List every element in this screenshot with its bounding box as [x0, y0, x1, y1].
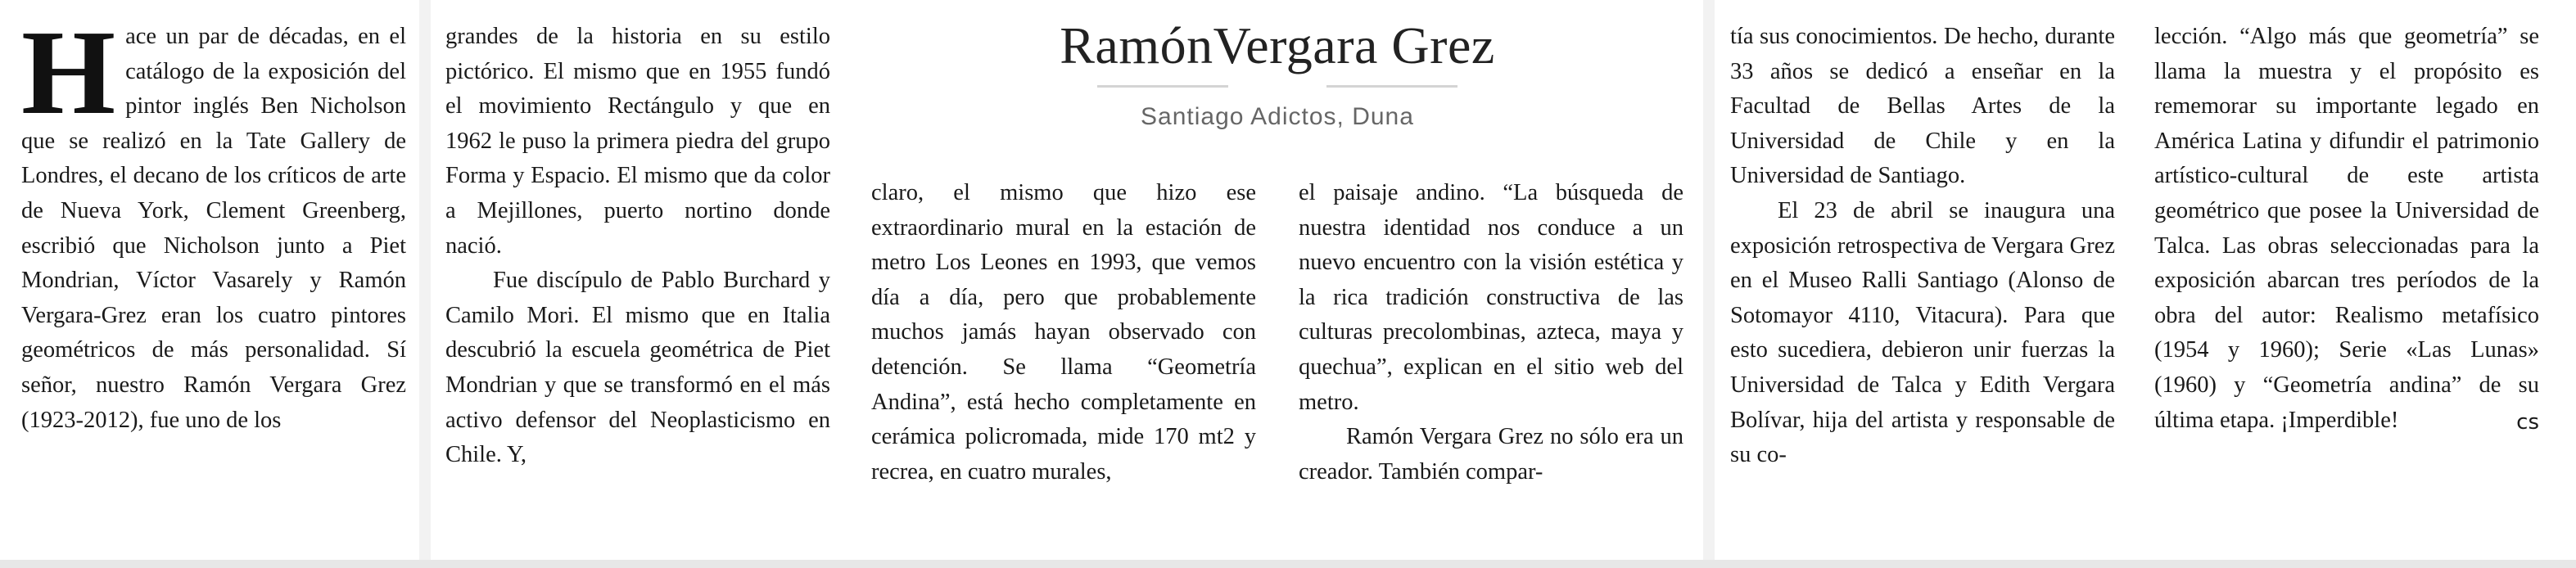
article-column-2 [445, 20, 830, 473]
column-gutter [419, 0, 431, 568]
paragraph-text: lección. “Algo más que geometría” se llama la muestra y el propósito es rememorar su importante legado en América Latina y difundir el patrimonio artístico-cultural de este artista geométrico que posee la Universidad de Talca. Las obras seleccionadas para la exposición abarcan tres períodos de la obra del autor: Realismo metafísico (1954 y 1960); Serie «Las Lunas» (1960) y “Geometría andina” de su última etapa. ¡Imperdible! [2154, 24, 2539, 433]
headline-rule-left [1097, 85, 1228, 88]
paragraph: Fue discípulo de Pablo Burchard y Camilo Mori. El mismo que en Italia descubrió la escuela geométrica de Piet Mondrian y que se transformó en el más activo defensor del Neoplasticismo en Chile. Y, [445, 268, 830, 468]
paragraph: grandes de la historia en su estilo pictórico. El mismo que en 1955 fundó el movimiento Rectángulo y que en 1962 le puso la primera piedra del grupo Forma y Espacio. El mismo que da color a Mejillones, puerto nortino donde nació. [445, 24, 830, 259]
article-column-1 [21, 6, 406, 438]
article-column-5 [1730, 20, 2115, 473]
paragraph: claro, el mismo que hizo ese extraordinario mural en la estación de metro Los Leones en 1993, que vemos día a día, pero que probablemente muchos jamás hayan observado con detención. Se llama “Geometría Andina”, está hecho completamente en cerámica policromada, mide 170 mt2 y recrea, en cuatro murales, [871, 180, 1256, 485]
paragraph: tía sus conocimientos. De hecho, durante 33 años se dedicó a enseñar en la Facultad de Bellas Artes de la Universidad de Chile y en la Universidad de Santiago. [1730, 24, 2115, 189]
article-byline: Santiago Adictos, Duna [1141, 103, 1414, 130]
article-column-3 [871, 176, 1256, 489]
column-gutter [1703, 0, 1715, 568]
paragraph: el paisaje andino. “La búsqueda de nuestra identidad nos conduce a un nuevo encuentro con la visión estética y la rica tradición constructiva de las culturas precolombinas, azteca, maya y quechua”, explican en el sitio web del metro. [1299, 180, 1683, 415]
article-column-6 [2154, 20, 2539, 440]
end-mark-icon: cs [2516, 409, 2539, 435]
paragraph: Ramón Vergara Grez no sólo era un creador. También compar- [1299, 424, 1683, 485]
drop-cap: H [21, 6, 116, 140]
bottom-rule [0, 560, 2576, 568]
headline-rule-right [1326, 85, 1457, 88]
paragraph [2154, 20, 2539, 438]
article-headline: RamónVergara Grez [1060, 16, 1495, 74]
paragraph: El 23 de abril se inaugura una exposición retrospectiva de Vergara Grez en el Museo Ralli Santiago (Alonso de Sotomayor 4110, Vitacura). Para que esto sucediera, debieron unir fuerzas la Universidad de Talca y Edith Vergara Bolívar, hija del artista y responsable de su co- [1730, 197, 2115, 468]
article-column-4 [1299, 176, 1683, 489]
paragraph: ace un par de décadas, en el catálogo de la exposición del pintor inglés Ben Nicholson que se realizó en la Tate Gallery de Londres, el decano de los críticos de arte de Nueva York, Clement Greenberg, escribió que Nicholson junto a Piet Mondrian, Víctor Vasarely y Ramón Vergara-Grez eran los cuatro pintores geométricos de más personalidad. Sí señor, nuestro Ramón Vergara Grez (1923-2012), fue uno de los [21, 24, 406, 433]
